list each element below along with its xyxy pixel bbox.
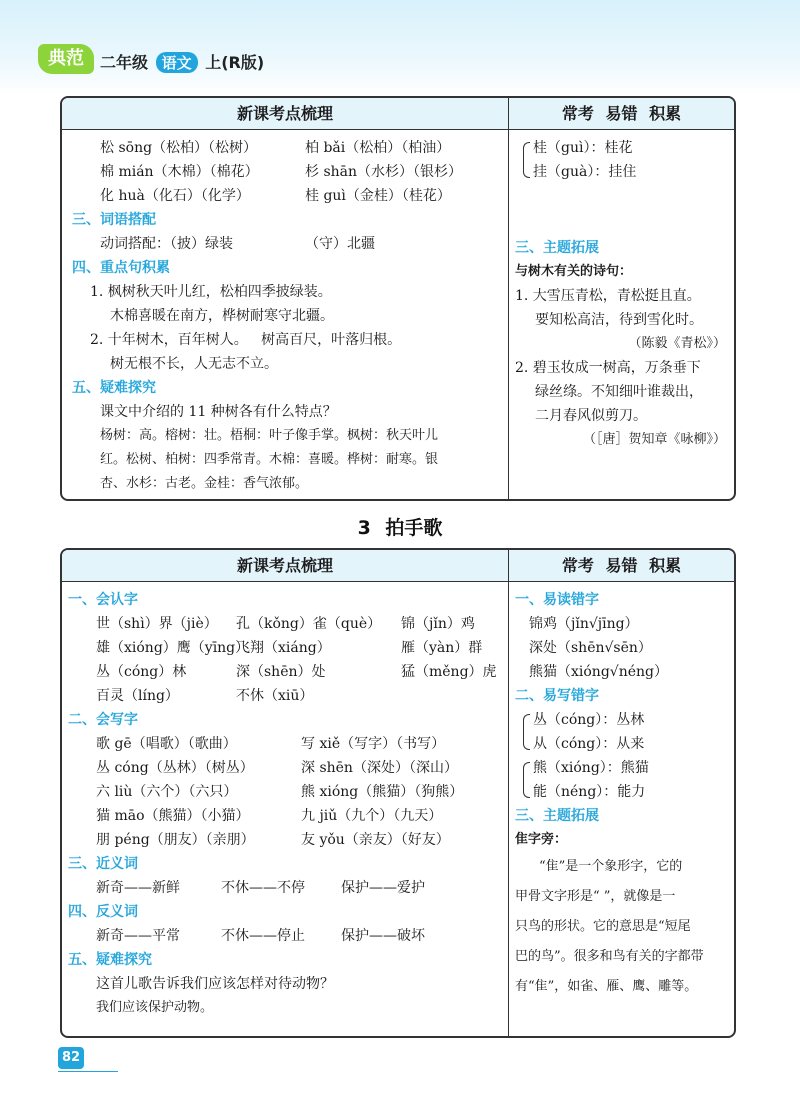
section-heading: 二、会写字 [68, 712, 138, 728]
series-logo: 典范 [38, 44, 94, 74]
lesson-name: 拍手歌 [385, 517, 443, 539]
char-pair: 能（néng）：能力 [533, 784, 646, 800]
section-heading: 三、主题拓展 [515, 240, 599, 256]
sentence-line: 1. 枫树秋天叶儿红，松柏四季披绿装。 [90, 284, 332, 300]
misread-item: 深处（shēn√sēn） [529, 640, 652, 656]
write-row: 六 liù（六个）（六只） 熊 xióng（熊猫）（狗熊） [96, 784, 464, 800]
sentence-line: 2. 十年树木，百年树人。 树高百尺，叶落归根。 [90, 332, 402, 348]
section-heading: 三、近义词 [68, 856, 138, 872]
explanation-line: 只鸟的形状。它的意思是“短尾 [515, 919, 691, 934]
recog-row: 世（shì）界（jiè） 孔（kǒng）雀（què） 锦（jǐn）鸡 [96, 616, 475, 632]
explanation-line: 巴的鸟”。很多和鸟有关的字都带 [515, 949, 704, 964]
recog-row: 百灵（líng） 不休（xiū） [96, 688, 314, 704]
left-column [62, 582, 509, 1038]
word-row: 棉 mián（木棉）（棉花） 杉 shān（水杉）（银杉） [100, 164, 463, 180]
left-column-title: 新课考点梳理 [62, 98, 509, 129]
char-pair: 熊（xióng）：熊猫 [533, 760, 649, 776]
recog-row: 雄（xióng）鹰（yīng） 飞翔（xiáng） 雁（yàn）群 [96, 640, 483, 656]
box-header [62, 550, 734, 582]
page-number: 82 [58, 1047, 84, 1069]
write-row: 歌 gē（唱歌）（歌曲） 写 xiě（写字）（书写） [96, 736, 446, 752]
sentence-line: 木棉喜暖在南方，桦树耐寒守北疆。 [110, 308, 334, 324]
char-pair: 丛（cóng）：丛林 [533, 712, 645, 728]
poem-source: （［唐］贺知章《咏柳》） [582, 432, 726, 447]
subject-badge: 语文 [156, 52, 198, 73]
write-row: 丛 cóng（丛林）（树丛） 深 shēn（深处）（深山） [96, 760, 458, 776]
word-row: 松 sōng（松柏）（松树） 柏 bǎi（松柏）（柏油） [100, 140, 451, 156]
char-pair: 从（cóng）：从来 [533, 736, 645, 752]
synonym-row: 新奇——新鲜 不休——不停 保护——爱护 [96, 880, 425, 896]
section-heading: 五、疑难探究 [68, 952, 152, 968]
section-heading: 四、重点句积累 [72, 260, 170, 276]
section-heading: 三、词语搭配 [72, 212, 156, 228]
answer-line: 我们应该保护动物。 [96, 1000, 214, 1015]
write-row: 朋 péng（朋友）（亲朋） 友 yǒu（亲友）（好友） [96, 832, 450, 848]
explanation-line: 有“隹”，如雀、雁、鹰、雕等。 [515, 979, 698, 994]
section-heading: 五、疑难探究 [72, 380, 156, 396]
term-text: 上(R版) [205, 53, 265, 72]
left-column [62, 130, 509, 501]
poem-line: 二月春风似剪刀。 [535, 408, 647, 424]
right-column-title: 常考 易错 积累 [561, 104, 682, 123]
grade-label [100, 50, 264, 73]
answer-line: 红。松树、柏树：四季常青。木棉：喜暖。桦树：耐寒。银 [100, 452, 439, 467]
page-number-rule [58, 1071, 118, 1072]
subheading: 与树木有关的诗句： [515, 264, 633, 279]
section-heading: 三、主题拓展 [515, 808, 599, 824]
question: 课文中介绍的 11 种树各有什么特点？ [100, 404, 337, 420]
subheading: 隹字旁： [515, 832, 568, 847]
antonym-row: 新奇——平常 不休——停止 保护——破坏 [96, 928, 425, 944]
poem-line: 绿丝绦。不知细叶谁裁出， [535, 384, 703, 400]
lesson2-summary-box [60, 96, 736, 501]
char-pair-group [515, 136, 726, 184]
right-column-title: 常考 易错 积累 [561, 556, 682, 575]
right-column [509, 130, 734, 501]
lesson3-summary-box [60, 548, 736, 1038]
collocation-row: 动词搭配：（披）绿装 （守）北疆 [100, 236, 375, 252]
section-heading: 四、反义词 [68, 904, 138, 920]
char-pair-group [515, 756, 726, 804]
recog-row: 丛（cóng）林 深（shēn）处 猛（měng）虎 [96, 664, 497, 680]
misread-item: 锦鸡（jǐn√jīng） [529, 616, 639, 632]
left-column-title: 新课考点梳理 [62, 550, 509, 581]
section-heading: 一、易读错字 [515, 592, 599, 608]
lesson-title [0, 513, 800, 540]
explanation-line: 甲骨文字形是“ ”，就像是一 [515, 889, 676, 904]
answer-line: 杏、水杉：古老。金桂：香气浓郁。 [100, 476, 309, 491]
header-band [0, 0, 800, 95]
char-pair: 挂（guà）：挂住 [533, 164, 637, 180]
poem-line: 1. 大雪压青松，青松挺且直。 [515, 288, 701, 304]
grade-text: 二年级 [100, 53, 149, 72]
question: 这首儿歌告诉我们应该怎样对待动物？ [96, 976, 334, 992]
box-header [62, 98, 734, 130]
char-pair: 桂（guì）：桂花 [533, 140, 633, 156]
word-row: 化 huà（化石）（化学） 桂 guì（金桂）（桂花） [100, 188, 451, 204]
write-row: 猫 māo（熊猫）（小猫） 九 jiǔ（九个）（九天） [96, 808, 443, 824]
lesson-number: 3 [357, 517, 371, 539]
explanation-line: “隹”是一个象形字，它的 [539, 859, 683, 874]
char-pair-group [515, 708, 726, 756]
sentence-line: 树无根不长，人无志不立。 [110, 356, 278, 372]
right-column [509, 582, 734, 1038]
section-heading: 一、会认字 [68, 592, 138, 608]
poem-line: 2. 碧玉妆成一树高，万条垂下 [515, 360, 701, 376]
misread-item: 熊猫（xióng√néng） [529, 664, 668, 680]
answer-line: 杨树：高。榕树：壮。梧桐：叶子像手掌。枫树：秋天叶儿 [100, 428, 439, 443]
poem-source: （陈毅《青松》） [628, 336, 726, 351]
poem-line: 要知松高洁，待到雪化时。 [535, 312, 703, 328]
section-heading: 二、易写错字 [515, 688, 599, 704]
